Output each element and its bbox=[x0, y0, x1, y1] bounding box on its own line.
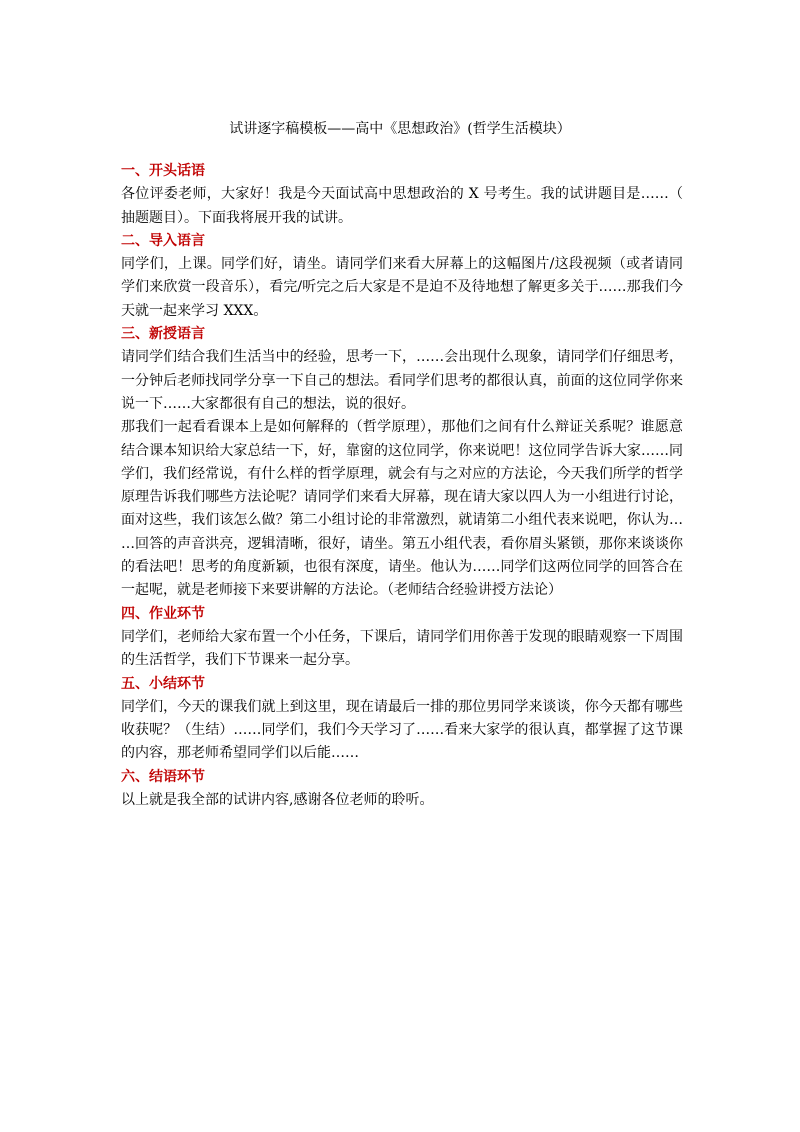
paragraph: 各位评委老师，大家好！我是今天面试高中思想政治的 X 号考生。我的试讲题目是……（抽题题目）。下面我将展开我的试讲。 bbox=[121, 186, 683, 226]
section-new-teaching bbox=[121, 323, 683, 603]
section-heading: 六、结语环节 bbox=[121, 768, 205, 785]
section-heading: 五、小结环节 bbox=[121, 675, 205, 692]
section-homework bbox=[121, 603, 683, 673]
section-summary bbox=[121, 673, 683, 766]
paragraph: 同学们，上课。同学们好，请坐。请同学们来看大屏幕上的这幅图片/这段视频（或者请同学们来欣赏一段音乐），看完/听完之后大家是不是迫不及待地想了解更多关于……那我们今天就一起来学习 XXX。 bbox=[121, 256, 683, 319]
section-heading: 三、新授语言 bbox=[121, 326, 205, 343]
section-heading: 一、开头话语 bbox=[121, 163, 205, 179]
section-opening bbox=[121, 160, 683, 230]
section-introduction bbox=[121, 230, 683, 323]
paragraph: 请同学们结合我们生活当中的经验，思考一下，……会出现什么现象，请同学们仔细思考，一分钟后老师找同学分享一下自己的想法。看同学们思考的都很认真，前面的这位同学你来说一下……大家都很有自己的想法，说的很好。 bbox=[121, 349, 683, 412]
section-heading: 四、作业环节 bbox=[121, 605, 205, 622]
section-closing bbox=[121, 766, 683, 813]
document-body bbox=[121, 160, 683, 812]
paragraph: 同学们，今天的课我们就上到这里，现在请最后一排的那位男同学来谈谈，你今天都有哪些收获呢？（生结）……同学们，我们今天学习了……看来大家学的很认真，都掌握了这节课的内容，那老师希望同学们以后能…… bbox=[121, 698, 683, 762]
paragraph: 同学们，老师给大家布置一个小任务，下课后，请同学们用你善于发现的眼睛观察一下周围的生活哲学，我们下节课来一起分享。 bbox=[121, 628, 683, 669]
section-heading: 二、导入语言 bbox=[121, 232, 205, 249]
document-title: 试讲逐字稿模板——高中《思想政治》(哲学生活模块） bbox=[229, 121, 571, 137]
paragraph: 以上就是我全部的试讲内容,感谢各位老师的聆听。 bbox=[121, 792, 434, 809]
paragraph: 那我们一起看看课本上是如何解释的（哲学原理），那他们之间有什么辩证关系呢？谁愿意结合课本知识给大家总结一下，好，靠窗的这位同学，你来说吧！这位同学告诉大家……同学们，我们经常说，有什么样的哲学原理，就会有与之对应的方法论，今天我们所学的哲学原理告诉我们哪些方法论呢？请同学们来看大屏幕，现在请大家以四人为一小组进行讨论，面对这些，我们该怎么做？第二小组讨论的非常激烈，就请第二小组代表来说吧，你认为……回答的声音洪亮，逻辑清晰，很好，请坐。第五小组代表，看你眉头紧锁，那你来谈谈你的看法吧！思考的角度新颖，也很有深度，请坐。他认为……同学们这两位同学的回答合在一起呢，就是老师接下来要讲解的方法论。（老师结合经验讲授方法论） bbox=[121, 419, 683, 599]
